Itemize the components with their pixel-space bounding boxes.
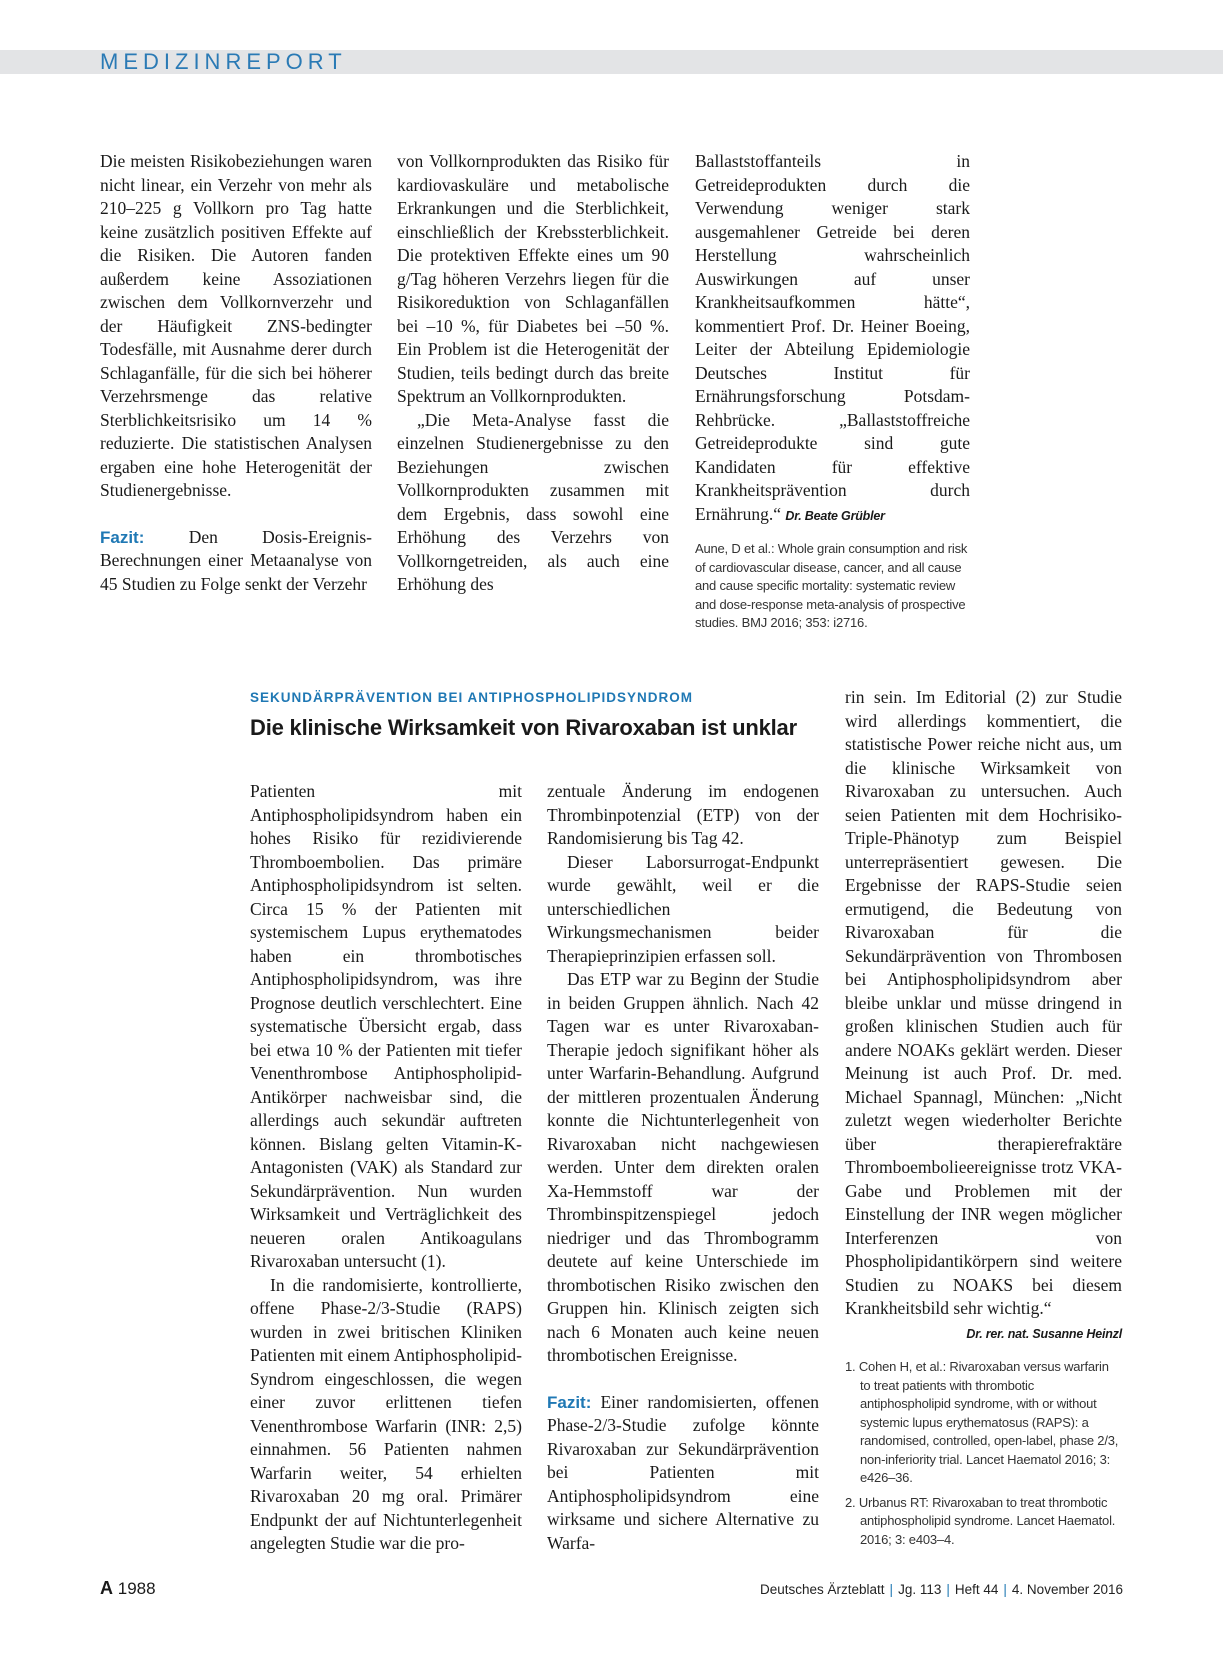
paragraph: Dieser Laborsurrogat-Endpunkt wurde gewählt, weil er die unterschiedlichen Wirkungsmechanismen beider Therapieprinzipien erfassen soll. (547, 851, 819, 966)
journal-issue: Heft 44 (954, 1582, 999, 1597)
article2-column-2 (547, 780, 819, 1555)
journal-name: Deutsches Ärzteblatt (759, 1582, 885, 1597)
reference-list (845, 1358, 1122, 1549)
page-number (100, 1578, 156, 1599)
reference-item: 2. Urbanus RT: Rivaroxaban to treat thrombotic antiphospholipid syndrome. Lancet Haematol. 2016; 3: e403–4. (845, 1494, 1116, 1547)
reference-item: 1. Cohen H, et al.: Rivaroxaban versus warfarin to treat patients with thrombotic antiphospholipid syndrome, with or without systemic lupus erythematosus (RAPS): a randomised, controlled, open-label, phase 2/3, non-inferiority trial. Lancet Haematol 2016; 3: e426–36. (845, 1359, 1119, 1485)
fazit-text: Den Dosis-Ereignis-Berechnungen einer Metaanalyse von 45 Studien zu Folge senkt der Verzehr (100, 526, 372, 594)
paragraph: Patienten mit Antiphospholipidsyndrom haben ein hohes Risiko für rezidivierende Thromboembolien. Das primäre Antiphospholipidsyndrom ist selten. Circa 15 % der Patienten mit systemischem Lupus erythematodes haben ein thrombotisches Antiphospholipidsyndrom, was ihre Prognose deutlich verschlechtert. Eine systematische Übersicht ergab, dass bei etwa 10 % der Patienten mit tiefer Venenthrombose Antiphospholipid-Antikörper nachweisbar sind, die allerdings auch sekundär auftreten können. Bislang gelten Vitamin-K-Antagonisten (VAK) als Standard zur Sekundärprävention. Nun wurden Wirksamkeit und Verträglichkeit des neueren oralen Antikoagulans Rivaroxaban untersucht (1). (250, 781, 522, 1271)
page-prefix: A (100, 1578, 113, 1598)
article2-column-3 (845, 686, 1122, 1555)
fazit-paragraph (547, 1391, 819, 1556)
article2-column-1 (250, 780, 522, 1556)
paragraph: Das ETP war zu Beginn der Studie in beiden Gruppen ähnlich. Nach 42 Tagen war es unter Rivaroxaban-Therapie jedoch signifikant höher als unter Warfarin-Behandlung. Aufgrund der mittleren prozentualen Änderung konnte die Nichtunterlegenheit von Rivaroxaban nicht nachgewiesen werden. Unter dem direkten oralen Xa-Hemmstoff war der Thrombinspitzenspiegel jedoch niedriger und das Thrombogramm deutete auf keine Unterschiede im thrombotischen Risiko zwischen den Gruppen hin. Klinisch zeigten sich nach 6 Monaten auch keine neuen thrombotischen Ereignisse. (547, 969, 819, 1365)
paragraph: „Die Meta-Analyse fasst die einzelnen Studienergebnisse zu den Beziehungen zwischen Vollkornprodukten zusammen mit dem Ergebnis, dass sowohl eine Erhöhung des Verzehrs von Vollkorngetreiden, als auch eine Erhöhung des (397, 409, 669, 594)
quote-text: Ballaststoffanteils in Getreideprodukten durch die Verwendung weniger stark ausgemahlener Getreide bei deren Herstellung wahrscheinlich Auswirkungen auf unser Krankheitsaufkommen hätte“, kommentiert Prof. Dr. Heiner Boeing, Leiter der Abteilung Epidemiologie Deutsches Institut für Ernährungsforschung Potsdam-Rehbrücke. „Ballaststoffreiche Getreideprodukte sind gute Kandidaten für effektive Krankheitsprävention durch Ernährung.“ (695, 151, 970, 524)
author-byline: Dr. rer. nat. Susanne Heinzl (966, 1326, 1122, 1341)
journal-date: 4. November 2016 (1011, 1582, 1123, 1597)
journal-volume: Jg. 113 (898, 1582, 942, 1597)
article1-column-1 (100, 150, 372, 596)
paragraph: rin sein. Im Editorial (2) zur Studie wird allerdings kommentiert, die statistische Power reiche nicht aus, um die klinische Wirksamkeit von Rivaroxaban zu untersuchen. Auch seien Patienten mit dem Hochrisiko-Triple-Phänotyp zum Beispiel unterrepräsentiert gewesen. Die Ergebnisse der RAPS-Studie seien ermutigend, die Bedeutung von Rivaroxaban für die Sekundärprävention von Thrombosen bei Antiphospholipidsyndrom aber bleibe unklar und müsse dringend in großen klinischen Studien auch für andere NOAKs geklärt werden. Dieser Meinung ist auch Prof. Dr. med. Michael Spannagl, München: „Nicht zuletzt wegen wiederholter Berichte über therapierefraktäre Thromboembolieereignisse trotz VKA-Gabe und Problemen mit der Einstellung der INR wegen möglicher Interferenzen von Phospholipidantikörpern sind weitere Studien zu NOAKS bei diesem Krankheitsbild sehr wichtig.“ (845, 687, 1122, 1318)
author-byline: Dr. Beate Grübler (785, 508, 885, 523)
fazit-paragraph (100, 526, 372, 597)
separator: | (889, 1582, 894, 1597)
paragraph (695, 150, 970, 528)
footer-journal-info (760, 1582, 1123, 1597)
article1-column-3 (695, 150, 970, 633)
article1-column-2 (397, 150, 669, 597)
fazit-label: Fazit: (547, 1392, 592, 1412)
paragraph: von Vollkornprodukten das Risiko für kardiovaskuläre und metabolische Erkrankungen und die Sterblichkeit, einschließlich der Krebssterblichkeit. Die protektiven Effekte eines um 90 g/Tag höheren Verzehrs liegen für die Risikoreduktion von Schlaganfällen bei –10 %, für Diabetes bei –50 %. Ein Problem ist die Heterogenität der Studien, teils bedingt durch das breite Spektrum an Vollkornprodukten. (397, 151, 669, 406)
fazit-label: Fazit: (100, 527, 145, 547)
article-headline: Die klinische Wirksamkeit von Rivaroxaban ist unklar (250, 715, 797, 740)
separator: | (1003, 1582, 1007, 1597)
page-number-value: 1988 (117, 1579, 156, 1598)
paragraph: Die meisten Risikobeziehungen waren nicht linear, ein Verzehr von mehr als 210–225 g Vollkorn pro Tag hatte keine zusätzlich positiven Effekte auf die Risiken. Die Autoren fanden außerdem keine Assoziationen zwischen dem Vollkornverzehr und der Häufigkeit ZNS-bedingter Todesfälle, mit Ausnahme derer durch Schlaganfälle, für die sich bei höherer Verzehrsmenge das relative Sterblichkeitsrisiko um 14 % reduzierte. Die statistischen Analysen ergaben eine hohe Heterogenität der Studienergebnisse. (100, 151, 372, 500)
fazit-text: Einer randomisierten, offenen Phase-2/3-Studie zufolge könnte Rivaroxaban zur Sekundärprävention bei Patienten mit Antiphospholipidsyndrom eine wirksame und sichere Alternative zu Warfa- (547, 1391, 819, 1553)
paragraph: zentuale Änderung im endogenen Thrombinpotenzial (ETP) von der Randomisierung bis Tag 42. (547, 781, 819, 848)
separator: | (946, 1582, 950, 1597)
reference: Aune, D et al.: Whole grain consumption and risk of cardiovascular disease, cancer, and all cause and cause specific mortality: systematic review and dose-response meta-analysis of prospective studies. BMJ 2016; 353: i2716. (695, 541, 968, 630)
paragraph: In die randomisierte, kontrollierte, offene Phase-2/3-Studie (RAPS) wurden in zwei britischen Kliniken Patienten mit einem Antiphospholipid-Syndrom eingeschlossen, die wegen einer zuvor erlittenen tiefen Venenthrombose Warfarin (INR: 2,5) einnahmen. 56 Patienten nahmen Warfarin weiter, 54 erhielten Rivaroxaban 20 mg oral. Primärer Endpunkt der auf Nichtunterlegenheit angelegten Studie war die pro- (250, 1274, 522, 1553)
article-kicker: SEKUNDÄRPRÄVENTION BEI ANTIPHOSPHOLIPIDSYNDROM (250, 690, 694, 705)
section-title: MEDIZINREPORT (100, 49, 347, 74)
